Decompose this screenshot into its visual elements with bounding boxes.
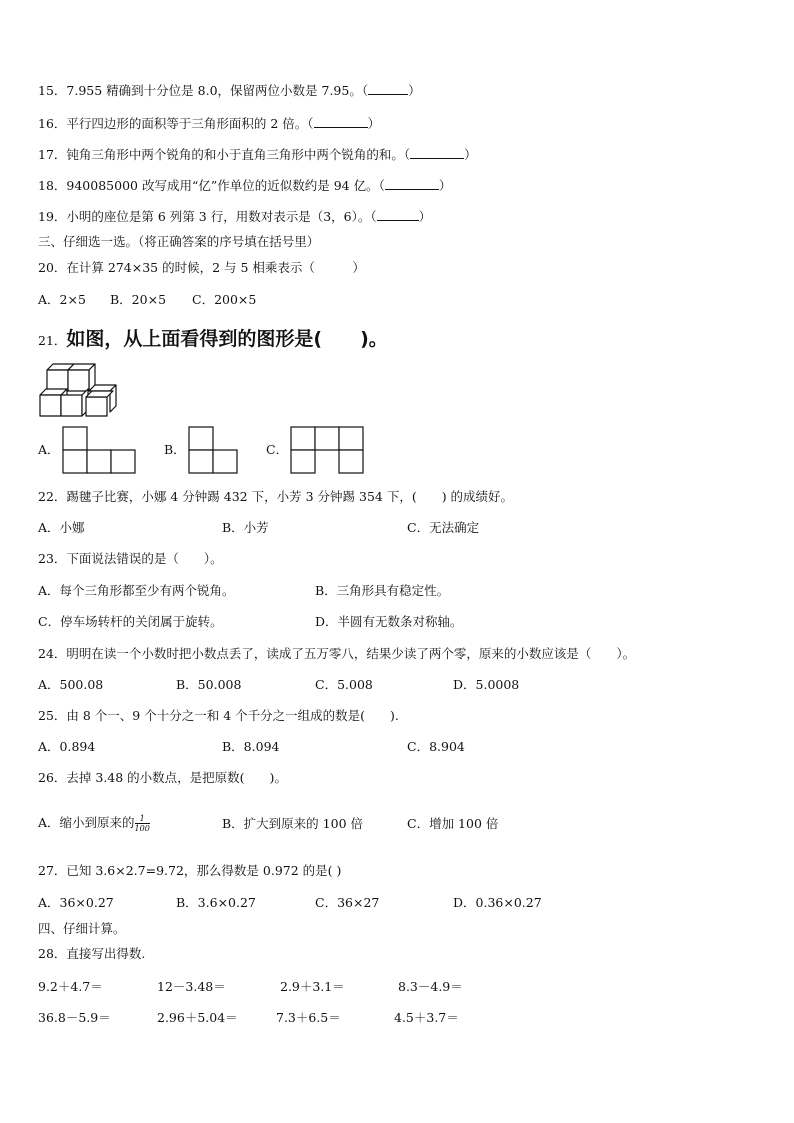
calc-item[interactable]: 4.5＋3.7＝ (394, 1010, 459, 1025)
option-a[interactable]: A．小娜 (38, 520, 85, 535)
question-number: 24． (38, 646, 67, 661)
question-text: 如图，从上面看得到的图形是( )。 (66, 328, 388, 350)
question-number: 18． (38, 178, 67, 193)
option-a-label: A．缩小到原来的 (38, 815, 135, 830)
bracket-close: ） (367, 116, 381, 131)
option-c[interactable]: C．无法确定 (407, 520, 480, 535)
question-number: 23． (38, 551, 67, 566)
question-19 (38, 208, 431, 225)
bracket-close: ） (438, 178, 452, 193)
question-text: 已知 3.6×2.7=9.72，那么得数是 0.972 的是( ) (66, 863, 342, 878)
option-b-figure (188, 426, 240, 474)
option-c-figure (290, 426, 366, 474)
question-number: 16． (38, 116, 67, 131)
fraction (135, 814, 150, 833)
option-b[interactable]: B．50.008 (176, 677, 242, 692)
calc-item[interactable]: 2.96＋5.04＝ (157, 1010, 238, 1025)
question-text: 直接写出得数. (66, 946, 146, 961)
question-text: 由 8 个一、9 个十分之一和 4 个千分之一组成的数是( ). (66, 708, 399, 723)
calc-item[interactable]: 9.2＋4.7＝ (38, 979, 103, 994)
bracket-close: ） (408, 83, 421, 98)
question-text: 踢毽子比赛，小娜 4 分钟踢 432 下，小芳 3 分钟踢 354 下，( ) 的成绩好。 (66, 489, 514, 504)
question-number: 22． (38, 489, 67, 504)
question-18 (38, 177, 451, 194)
option-a[interactable] (38, 814, 150, 833)
question-27 (38, 863, 341, 879)
question-text: 7.955 精确到十分位是 8.0，保留两位小数是 7.95。（ (66, 83, 369, 98)
bracket-close: ） (464, 147, 477, 162)
answer-blank[interactable] (314, 115, 368, 128)
option-b[interactable]: B．小芳 (222, 520, 269, 535)
fraction-numerator: 1 (135, 814, 150, 824)
question-16 (38, 115, 380, 132)
answer-blank[interactable] (377, 208, 419, 221)
question-number: 28． (38, 946, 67, 961)
question-number: 15． (38, 83, 67, 98)
option-b[interactable]: B．扩大到原来的 100 倍 (222, 816, 363, 831)
question-24 (38, 646, 635, 662)
section-3-heading: 三、仔细选一选。（将正确答案的序号填在括号里） (38, 234, 320, 249)
option-b[interactable]: B．三角形具有稳定性。 (315, 583, 450, 598)
question-22 (38, 489, 513, 505)
option-c[interactable]: C． (266, 442, 289, 457)
option-c[interactable]: C．200×5 (192, 292, 257, 307)
question-23 (38, 551, 223, 567)
question-text: 明明在读一个小数时把小数点丢了，读成了五万零八，结果少读了两个零，原来的小数应该是（ ）。 (66, 646, 636, 661)
question-text: 940085000 改写成用“亿”作单位的近似数约是 94 亿。（ (66, 178, 385, 193)
question-text: 在计算 274×35 的时候，2 与 5 相乘表示（ ） (66, 260, 365, 275)
option-a[interactable]: A．36×0.27 (38, 895, 114, 910)
option-c[interactable]: C．5.008 (315, 677, 373, 692)
question-text: 钝角三角形中两个锐角的和小于直角三角形中两个锐角的和。（ (66, 147, 411, 162)
calc-item[interactable]: 7.3＋6.5＝ (276, 1010, 341, 1025)
question-26 (38, 770, 287, 786)
fraction-denominator: 100 (134, 824, 150, 833)
option-c[interactable]: C．增加 100 倍 (407, 816, 499, 831)
option-b[interactable]: B．20×5 (110, 292, 167, 307)
cube-stack-figure (38, 362, 128, 418)
question-text: 平行四边形的面积等于三角形面积的 2 倍。（ (66, 116, 314, 131)
question-17 (38, 146, 477, 163)
section-4-heading: 四、仔细计算。 (38, 921, 126, 936)
question-number: 17． (38, 147, 67, 162)
calc-item[interactable]: 12－3.48＝ (157, 979, 226, 994)
question-21 (38, 324, 388, 351)
option-c[interactable]: C．8.904 (407, 739, 465, 754)
option-b[interactable]: B．8.094 (222, 739, 280, 754)
question-text: 去掉 3.48 的小数点，是把原数( )。 (66, 770, 287, 785)
question-15 (38, 82, 421, 99)
answer-blank[interactable] (410, 146, 464, 159)
question-28 (38, 946, 145, 962)
bracket-close: ） (418, 209, 432, 224)
option-a[interactable]: A．500.08 (38, 677, 104, 692)
option-b[interactable]: B．3.6×0.27 (176, 895, 256, 910)
option-c[interactable]: C．36×27 (315, 895, 380, 910)
calc-item[interactable]: 2.9＋3.1＝ (280, 979, 345, 994)
option-a[interactable]: A．2×5 (38, 292, 86, 307)
question-number: 19． (38, 209, 67, 224)
option-a[interactable]: A．0.894 (38, 739, 96, 754)
question-number: 21． (38, 333, 67, 348)
option-d[interactable]: D．0.36×0.27 (453, 895, 542, 910)
question-text: 小明的座位是第 6 列第 3 行，用数对表示是（3，6）。（ (66, 209, 377, 224)
option-a-figure (62, 426, 138, 474)
option-a[interactable]: A． (38, 442, 60, 457)
question-text: 下面说法错误的是（ ）。 (66, 551, 223, 566)
question-20 (38, 260, 365, 276)
option-d[interactable]: D．5.0008 (453, 677, 520, 692)
question-number: 27． (38, 863, 67, 878)
option-d[interactable]: D．半圆有无数条对称轴。 (315, 614, 463, 629)
answer-blank[interactable] (385, 177, 439, 190)
option-c[interactable]: C．停车场转杆的关闭属于旋转。 (38, 614, 223, 629)
answer-blank[interactable] (368, 82, 408, 95)
question-number: 20． (38, 260, 67, 275)
calc-item[interactable]: 36.8－5.9＝ (38, 1010, 111, 1025)
question-number: 26． (38, 770, 67, 785)
option-b[interactable]: B． (164, 442, 186, 457)
option-a[interactable]: A．每个三角形都至少有两个锐角。 (38, 583, 235, 598)
calc-item[interactable]: 8.3－4.9＝ (398, 979, 463, 994)
question-number: 25． (38, 708, 67, 723)
question-25 (38, 708, 399, 724)
